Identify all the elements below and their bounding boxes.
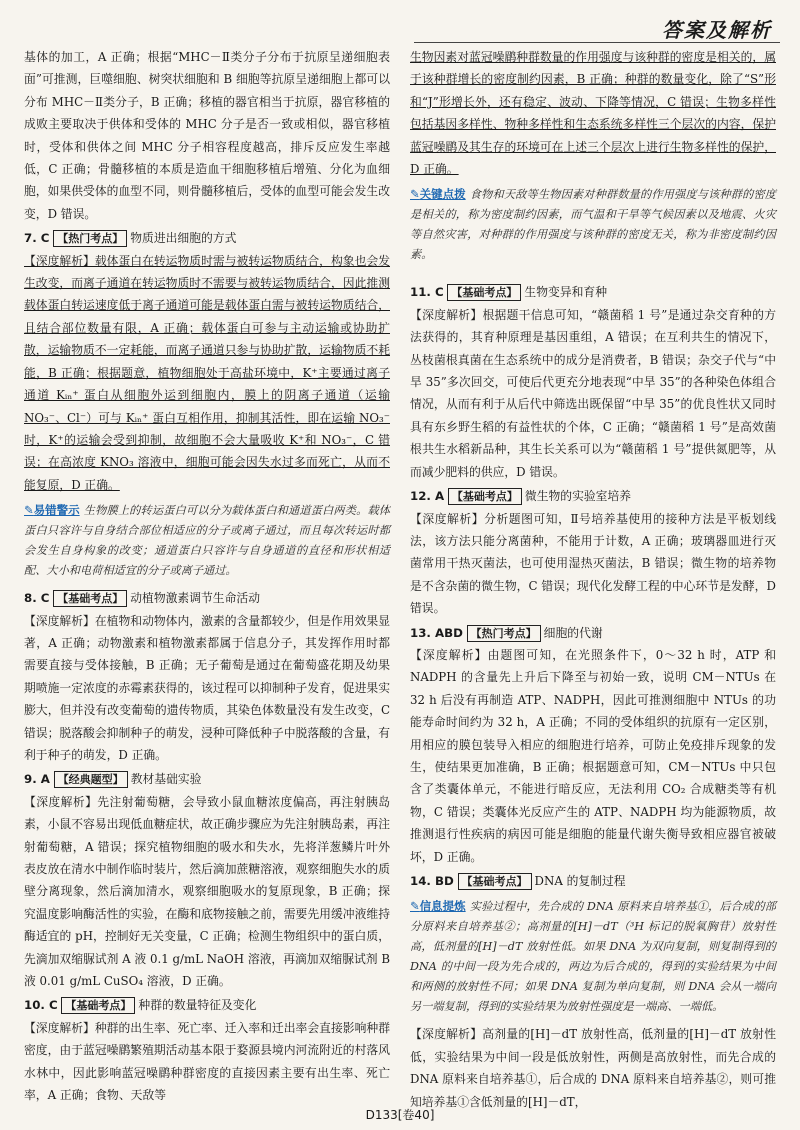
tip-text: 食物和天敌等生物因素对种群数量的作用强度与该种群的密度是相关的，称为密度制约因素，而气温和干旱等气候因素以及地震、火灾等自然灾害，对种群的作用强度与该种群的密度无关，称为非密度制约因素。	[410, 188, 776, 262]
topic: 细胞的代谢	[543, 625, 603, 640]
tip-text: 生物膜上的转运蛋白可以分为载体蛋白和通道蛋白两类。载体蛋白只容许与自身结合部位相适应的分子或离子通过，而且每次转运时都会发生自身构象的改变；通道蛋白只容许与自身通道的直径和形状相适配、大小和电荷相适宜的分子或离子通过。	[24, 504, 390, 578]
pen-icon: ✎	[24, 503, 34, 518]
topic: 动植物激素调节生命活动	[130, 591, 260, 606]
explanation: 【深度解析】由题图可知，在光照条件下，0～32 h 时，ATP 和 NADPH 的含量先上升后下降至与初始一致，说明 CM－NTUs 在 32 h 后没有再制造 ATP、NADPH，因此可推测细胞中 NTUs 的功能寿命时间约为 32 h，A 正确；不同的受体组织的抗原有一定区别，用相应的膜包装导入相应的细胞进行培养，可防止免疫排斥现象的发生，使结果更加准确，B 正确；根据题意可知，CM－NTUs 中只包含了类囊体单元，不能进行暗反应，无法利用 CO₂ 合成糖类等有机物，C 错误；类囊体光反应产生的 ATP、NADPH 均为能源物质，故推测退行性疾病的病因可能是细胞的能量代谢失衡导致相应器官被破坏，D 正确。	[410, 647, 776, 864]
topic-tag: 【基础考点】	[53, 590, 127, 607]
question-10	[24, 994, 390, 1106]
topic-tag: 【基础考点】	[447, 284, 521, 301]
explanation: 【深度解析】分析题图可知，Ⅱ号培养基使用的接种方法是平板划线法，该方法只能分离菌种，不能用于计数，A 正确；玻璃器皿进行灭菌常用干热灭菌法，也可使用湿热灭菌法，B 错误；微生物的培养物是不含杂菌的微生物，C 错误；现代化发酵工程的中心环节是发酵，D 错误。	[410, 511, 776, 616]
explanation: 【深度解析】根据题干信息可知，“赣菌稻 1 号”是通过杂交育种的方法获得的，其育种原理是基因重组，A 错误；在互利共生的情况下，丛枝菌根真菌在生态系统中的成分是消费者，B 错误；杂交子代与“中旱 35”多次回交，可使后代更充分地表现“中旱 35”的各种染色体组合情况，从而有利于从后代中筛选出既保留“中旱 35”的优良性状又同时具有东乡野生稻的有益性状的个体，C 正确；“赣菌稻 1 号”是高效菌根共生水稻新品种，其生长关系可以为“赣菌稻 1 号”提供氮肥等，从而减少肥料的供应，D 错误。	[410, 307, 776, 479]
question-11	[410, 281, 776, 483]
header-rule	[414, 42, 780, 43]
paragraph: 基体的加工，A 正确；根据“MHC－Ⅱ类分子分布于抗原呈递细胞表面”可推测，巨噬细胞、树突状细胞和 B 细胞等抗原呈递细胞上都可以分布 MHC－Ⅱ类分子，B 正确；移植的器官相当于抗原，器官移植的成败主要取决于供体和受体的 MHC 分子是否一致或相似，器官移植时，受体和供体之间 MHC 分子相容程度越高，排斥反应发生率越低，C 正确；骨髓移植的本质是造血干细胞移植后增殖、分化为血细胞，如果供受体的血型不同，则骨髓移植后，受体的血型可能会发生改变，D 错误。	[24, 50, 390, 221]
topic: 生物变异和育种	[524, 285, 608, 300]
question-number: 14. BD	[410, 874, 454, 888]
question-number: 9. A	[24, 772, 50, 787]
tip-head: 易错警示	[33, 503, 80, 518]
topic: 种群的数量特征及变化	[138, 998, 257, 1013]
topic: DNA 的复制过程	[534, 874, 626, 888]
question-number: 7. C	[24, 231, 50, 246]
page-header: 答案及解析	[662, 18, 772, 42]
tip-box	[410, 184, 776, 265]
tip-head: 关键点拨	[419, 187, 466, 202]
topic-tag: 【经典题型】	[54, 771, 128, 788]
explanation: 【深度解析】高剂量的[H]－dT 放射性高，低剂量的[H]－dT 放射性低，实验结果为中间一段是低放射性，两侧是高放射性，而先合成的 DNA 原料来自培养基①，后合成的 DNA 原料来自培养基②，则可推知培养基①含低剂量的[H]－dT，	[410, 1027, 776, 1109]
question-number: 13. ABD	[410, 625, 463, 640]
question-14	[410, 870, 776, 1113]
topic-tag: 【基础考点】	[61, 997, 135, 1014]
pen-icon: ✎	[410, 187, 420, 202]
question-13	[410, 622, 776, 868]
paragraph: 生物因素对蓝冠噪鹛种群数量的作用强度与该种群的密度是相关的，属于该种群增长的密度制约因素，B 正确；种群的数量变化，除了“S”形和“J”形增长外，还有稳定、波动、下降等情况，C 错误；生物多样性包括基因多样性、物种多样性和生态系统多样性三个层次的内容，保护蓝冠噪鹛及其生存的环境可在上述三个层次上进行生物多样性的保护，D 正确。	[410, 50, 776, 177]
topic-tag: 【基础考点】	[448, 488, 522, 505]
left-column	[24, 46, 390, 1106]
tip-box	[410, 896, 776, 1017]
question-number: 8. C	[24, 591, 50, 606]
topic: 物质进出细胞的方式	[130, 231, 237, 246]
right-column	[410, 46, 776, 1113]
question-12	[410, 485, 776, 619]
explanation: 【深度解析】种群的出生率、死亡率、迁入率和迁出率会直接影响种群密度，由于蓝冠噪鹛繁殖期活动基本限于婺源县境内河流附近的村落风水林中，因此影响蓝冠噪鹛种群密度的直接因素主要有出生率、死亡率，A 正确；食物、天敌等	[24, 1020, 390, 1103]
topic-tag: 【基础考点】	[458, 873, 532, 890]
explanation: 【深度解析】在植物和动物体内，激素的含量都较少，但是作用效果显著，A 正确；动物激素和植物激素都属于信息分子，其发挥作用时都需要直接与受体接触，B 正确；无子葡萄是通过在葡萄盛花期及幼果期喷施一定浓度的赤霉素获得的，该过程可以抑制种子发育，促进果实膨大，但并没有改变葡萄的遗传物质，其染色体数量没有发生改变，C 错误；脱落酸会抑制种子的萌发，浸种可降低种子中脱落酸的含量，有利于种子的萌发，D 正确。	[24, 613, 390, 762]
question-number: 11. C	[410, 285, 444, 300]
question-number: 10. C	[24, 998, 58, 1013]
question-9	[24, 768, 390, 992]
explanation: 【深度解析】先注射葡萄糖，会导致小鼠血糖浓度偏高，再注射胰岛素，小鼠不容易出现低血糖症状，故正确步骤应为先注射胰岛素，再注射葡萄糖，A 错误；探究植物细胞的吸水和失水，先将洋葱鳞片叶外表皮放在清水中制作临时装片，然后滴加蔗糖溶液，观察细胞失水的质壁分离现象，然后滴加清水，观察细胞吸水的复原现象，B 正确；探究温度影响酶活性的实验，在酶和底物接触之前，需要先用缓冲液维持酶适宜的 pH，控制好无关变量，C 正确；检测生物组织中的蛋白质，先滴加双缩脲试剂 A 液 0.1 g/mL NaOH 溶液，再滴加双缩脲试剂 B 液 0.01 g/mL CuSO₄ 溶液，D 正确。	[24, 794, 390, 989]
tip-text: 实验过程中，先合成的 DNA 原料来自培养基①，后合成的部分原料来自培养基②；高剂量的[H]－dT（³H 标记的脱氧胸苷）放射性高，低剂量的[H]－dT 放射性低。如果 DNA 为双向复制，则复制得到的 DNA 的中间一段为先合成的，两边为后合成的，得到的实验结果为中间和两侧的放射性不同；如果 DNA 复制为单向复制，则 DNA 会从一端向另一端复制，得到的实验结果为放射性强度是一端高、一端低。	[410, 900, 776, 1014]
topic-tag: 【热门考点】	[467, 625, 541, 642]
page-number: D133[卷40]	[365, 1108, 435, 1122]
pen-icon: ✎	[410, 899, 420, 914]
topic-tag: 【热门考点】	[53, 230, 127, 247]
topic: 微生物的实验室培养	[524, 489, 632, 504]
question-7	[24, 227, 390, 581]
tip-head: 信息提炼	[419, 899, 466, 914]
question-8	[24, 587, 390, 766]
question-number: 12. A	[410, 489, 445, 504]
explanation: 【深度解析】载体蛋白在转运物质时需与被转运物质结合，构象也会发生改变，而离子通道在转运物质时不需要与被转运物质结合，因此推测载体蛋白转运速度低于离子通道可能是载体蛋白需与被转运物质结合，且结合部位数量有限，A 正确；载体蛋白可参与主动运输或协助扩散，运输物质不一定耗能，而离子通道只参与协助扩散，运输物质不耗能，B 正确；根据题意，植物细胞处于高盐环境中，K⁺主要通过离子通道 Kᵢₙ⁺ 蛋白从细胞外运到细胞内，膜上的阴离子通道（运输 NO₃⁻、Cl⁻）可与 Kᵢₙ⁺ 蛋白互相作用，抑制其活性，即在运输 NO₃⁻ 时，K⁺的运输会受到抑制，故细胞不会大量吸收 K⁺和 NO₃⁻，C 错误；在高浓度 KNO₃ 溶液中，细胞可能会因失水过多而死亡，从而不能复原，D 正确。	[24, 253, 390, 492]
tip-box	[24, 500, 390, 581]
topic: 教材基础实验	[130, 772, 202, 787]
